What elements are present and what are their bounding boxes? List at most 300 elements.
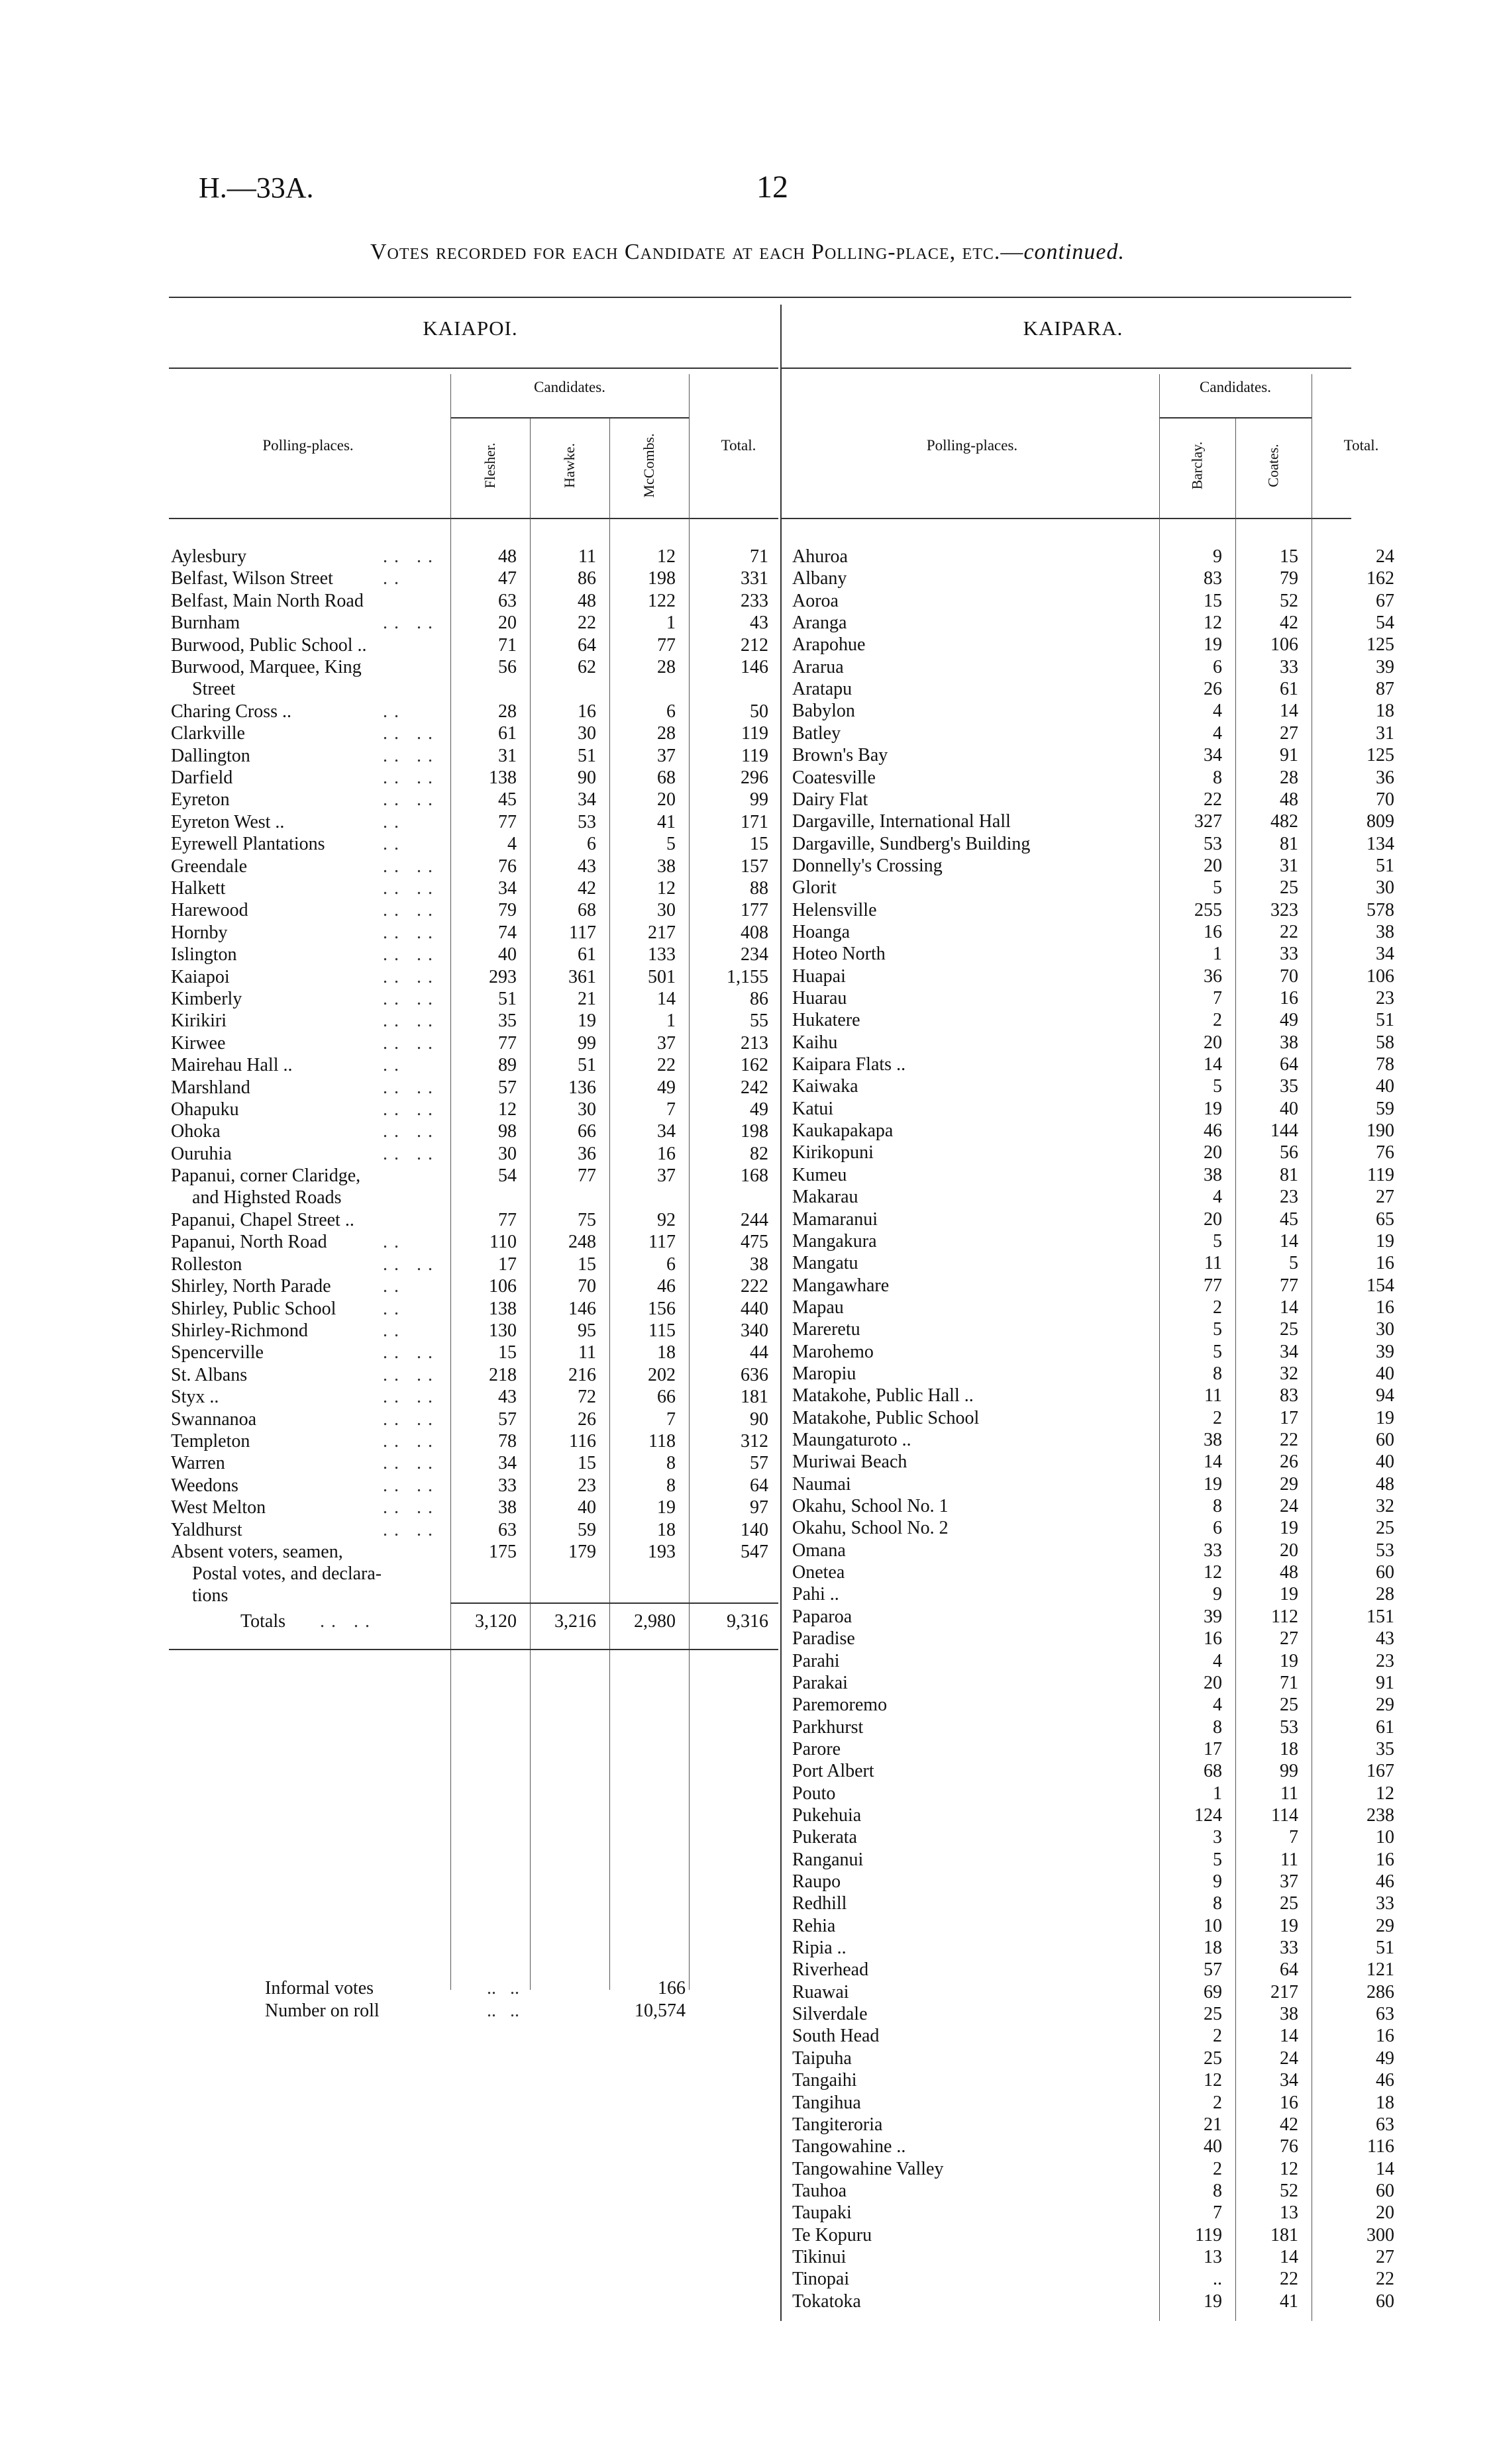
candidate-votes: 6 — [666, 1254, 676, 1275]
candidate-votes: 15 — [578, 1254, 596, 1275]
kaipara-row — [792, 2114, 1402, 2136]
row-total: 78 — [1376, 1054, 1394, 1075]
candidate-votes: 68 — [1204, 1761, 1222, 1782]
candidate-votes: 42 — [1280, 2114, 1298, 2135]
polling-place-name: Ahuroa — [792, 546, 848, 567]
kaipara-row — [792, 1341, 1402, 1363]
row-total: 168 — [741, 1165, 768, 1187]
kaiapoi-row — [171, 656, 780, 678]
candidate-votes: 28 — [657, 723, 676, 744]
kaiapoi-row — [171, 612, 780, 634]
row-total: 97 — [750, 1497, 768, 1518]
candidate-votes: 51 — [498, 989, 517, 1009]
candidate-votes: 38 — [498, 1497, 517, 1518]
candidate-votes: 19 — [1280, 1650, 1298, 1671]
candidate-votes: 4 — [1213, 1650, 1222, 1671]
polling-place-name-cont: and Highsted Roads — [192, 1187, 342, 1208]
candidate-votes: 7 — [666, 1099, 676, 1120]
polling-place-name: Port Albert — [792, 1761, 874, 1782]
row-total: 1,155 — [727, 966, 768, 987]
candidate-votes: 144 — [1270, 1120, 1298, 1142]
row-total: 233 — [741, 590, 768, 611]
row-total: 140 — [741, 1519, 768, 1540]
row-total: 809 — [1366, 811, 1394, 832]
candidate-votes: 9 — [1213, 1871, 1222, 1892]
polling-place-name: Ararua — [792, 656, 844, 677]
candidate-votes: 323 — [1270, 899, 1298, 920]
polling-place-name: Tangowahine .. — [792, 2136, 906, 2157]
candidate-votes: 110 — [490, 1232, 517, 1253]
candidate-votes: 56 — [1280, 1142, 1298, 1163]
kaiapoi-row — [171, 1032, 780, 1054]
leader-dots: .. .. — [383, 856, 439, 877]
candidate-votes: 12 — [657, 878, 676, 899]
kaipara-row — [792, 2136, 1402, 2157]
candidate-votes: 90 — [578, 767, 596, 788]
kaipara-row — [792, 2069, 1402, 2091]
polling-place-name: Tinopai — [792, 2269, 850, 2290]
candidate-votes: 68 — [578, 900, 596, 921]
candidate-votes: 11 — [578, 1342, 596, 1363]
row-total: 53 — [1376, 1540, 1394, 1561]
candidate-votes: 36 — [1204, 965, 1222, 987]
row-total: 475 — [741, 1232, 768, 1253]
polling-place-name: Eyreton West .. — [171, 811, 285, 832]
polling-place-name: Weedons — [171, 1475, 238, 1496]
candidate-votes: 12 — [1280, 2158, 1298, 2179]
kaipara-row — [792, 1628, 1402, 1650]
row-total: 51 — [1376, 855, 1394, 876]
candidate-votes: 83 — [1204, 568, 1222, 589]
polling-place-name: Mangakura — [792, 1230, 877, 1252]
polling-place-name: Tikinui — [792, 2246, 847, 2267]
candidate-votes: 31 — [1280, 855, 1298, 876]
candidate-votes: 38 — [1280, 2004, 1298, 2025]
row-total: 125 — [1366, 745, 1394, 766]
candidate-votes: 31 — [498, 745, 517, 766]
candidate-votes: 89 — [498, 1055, 517, 1076]
candidate-votes: 255 — [1194, 899, 1222, 920]
total-value: 9,316 — [727, 1611, 768, 1632]
candidate-votes: 501 — [648, 966, 676, 987]
kaiapoi-row — [171, 1209, 780, 1231]
candidate-votes: 37 — [657, 745, 676, 766]
row-total: 30 — [1376, 877, 1394, 899]
candidate-votes: 49 — [657, 1077, 676, 1098]
kaipara-row — [792, 1517, 1402, 1539]
kaiapoi-row — [171, 1165, 780, 1187]
candidate-votes: 11 — [1204, 1385, 1222, 1406]
candidate-votes: 16 — [1204, 1628, 1222, 1650]
kaipara-row — [792, 2003, 1402, 2025]
kaipara-row — [792, 700, 1402, 722]
candidate-votes: 24 — [1280, 1496, 1298, 1517]
kaipara-row — [792, 567, 1402, 589]
row-total: 40 — [1376, 1076, 1394, 1097]
kaiapoi-row — [171, 546, 780, 567]
kaiapoi-row — [171, 1275, 780, 1297]
candidate-votes: 77 — [498, 1032, 517, 1054]
leader-dots: .. .. — [383, 1475, 439, 1496]
candidate-votes: 2 — [1213, 1010, 1222, 1031]
row-total: 82 — [750, 1143, 768, 1164]
kaipara-row — [792, 1318, 1402, 1340]
candidate-votes: 15 — [1204, 590, 1222, 611]
kaiapoi-row — [171, 944, 780, 965]
kaipara-row — [792, 987, 1402, 1009]
candidate-votes: 9 — [1213, 546, 1222, 567]
polling-place-name: Donnelly's Crossing — [792, 855, 943, 876]
candidate-votes: 21 — [1204, 2114, 1222, 2135]
candidate-votes: 7 — [1289, 1827, 1298, 1848]
row-total: 125 — [1366, 634, 1394, 656]
row-total: 94 — [1376, 1385, 1394, 1406]
candidate-votes: 202 — [648, 1364, 676, 1385]
candidate-votes: 56 — [498, 657, 517, 677]
candidate-votes: 76 — [498, 856, 517, 877]
leader-dots: .. .. — [383, 1408, 439, 1430]
kaipara-row — [792, 1075, 1402, 1097]
kaipara-row — [792, 1451, 1402, 1473]
polling-place-name-cont: Street — [192, 679, 236, 699]
polling-place-name: Mangatu — [792, 1253, 858, 1274]
row-total: 60 — [1376, 1562, 1394, 1583]
candidate-votes: 17 — [1204, 1738, 1222, 1759]
candidate-votes: 193 — [648, 1542, 676, 1562]
candidate-votes: 20 — [498, 613, 517, 634]
candidate-votes: 53 — [1280, 1716, 1298, 1738]
polling-place-name: Shirley, North Parade — [171, 1276, 331, 1297]
candidate-votes: 77 — [1280, 1275, 1298, 1296]
candidate-votes: 106 — [1270, 634, 1298, 656]
kaipara-row — [792, 634, 1402, 656]
kaiapoi-totals-row — [171, 1610, 780, 1632]
row-total: 154 — [1366, 1275, 1394, 1296]
polling-place-name: Burwood, Marquee, King — [171, 657, 362, 677]
polling-place-name: Paremoremo — [792, 1695, 888, 1716]
candidate-votes: 81 — [1280, 833, 1298, 854]
candidate-votes: 20 — [1280, 1540, 1298, 1561]
polling-place-name: Glorit — [792, 877, 837, 899]
leader-dots: .. .. — [383, 1453, 439, 1474]
candidate-votes: 11 — [1280, 1783, 1298, 1804]
candidate-votes: 19 — [1280, 1584, 1298, 1605]
candidate-votes: 14 — [1280, 1297, 1298, 1318]
kaiapoi-row — [171, 1342, 780, 1363]
kaiapoi-row — [171, 1541, 780, 1563]
kaiapoi-candidate-1: Flesher. — [482, 442, 498, 489]
row-total: 32 — [1376, 1496, 1394, 1517]
row-total: 51 — [1376, 1010, 1394, 1031]
row-total: 177 — [741, 900, 768, 921]
polling-place-name: Kaukapakapa — [792, 1120, 894, 1142]
polling-place-name: Matakohe, Public School — [792, 1407, 980, 1428]
row-total: 312 — [741, 1431, 768, 1452]
candidate-votes: 33 — [1280, 1938, 1298, 1959]
polling-place-name: Swannanoa — [171, 1408, 257, 1430]
row-total: 16 — [1376, 1253, 1394, 1274]
polling-place-name: Kaihu — [792, 1032, 838, 1053]
kaipara-row — [792, 2047, 1402, 2069]
kaipara-row — [792, 1672, 1402, 1694]
kaipara-row — [792, 722, 1402, 744]
candidate-votes: 130 — [489, 1320, 517, 1341]
polling-place-name: Mairehau Hall .. — [171, 1055, 293, 1076]
candidate-votes: 25 — [1280, 1695, 1298, 1716]
kaipara-row — [792, 2291, 1402, 2312]
kaiapoi-row — [171, 1320, 780, 1342]
row-total: 38 — [750, 1254, 768, 1275]
candidate-votes: 42 — [578, 878, 596, 899]
candidate-votes: 75 — [578, 1210, 596, 1230]
leader-dots: .. .. — [383, 613, 439, 634]
leader-dots: .. .. — [383, 989, 439, 1009]
candidate-votes: 99 — [1280, 1761, 1298, 1782]
candidate-votes: 28 — [1280, 767, 1298, 788]
candidate-votes: 79 — [498, 900, 517, 921]
kaipara-row — [792, 1230, 1402, 1252]
candidate-votes: 74 — [498, 922, 517, 943]
candidate-votes: 72 — [578, 1387, 596, 1408]
row-total: 63 — [1376, 2004, 1394, 2025]
leader-dots: .. — [383, 1232, 405, 1253]
candidate-votes: 40 — [578, 1497, 596, 1518]
polling-place-name: Redhill — [792, 1893, 847, 1914]
candidate-votes: 25 — [1280, 877, 1298, 899]
row-total: 14 — [1376, 2158, 1394, 2179]
kaiapoi-total-header: Total. — [721, 437, 756, 454]
candidate-votes: 19 — [578, 1010, 596, 1032]
row-total: 222 — [741, 1276, 768, 1297]
candidate-votes: 29 — [1280, 1473, 1298, 1495]
kaiapoi-row — [171, 1254, 780, 1275]
row-total: 119 — [741, 723, 768, 744]
candidate-votes: 14 — [1204, 1452, 1222, 1473]
polling-place-name: Kirikiri — [171, 1010, 227, 1032]
row-total: 190 — [1366, 1120, 1394, 1142]
candidate-votes: 7 — [666, 1408, 676, 1430]
leader-dots: .. .. — [383, 1519, 439, 1540]
row-total: 28 — [1376, 1584, 1394, 1605]
candidate-votes: 5 — [1213, 877, 1222, 899]
candidate-votes: 10 — [1204, 1915, 1222, 1936]
polling-place-name: Hoteo North — [792, 944, 886, 965]
candidate-votes: 30 — [498, 1143, 517, 1164]
row-total: 23 — [1376, 988, 1394, 1009]
row-total: 119 — [741, 745, 768, 766]
polling-place-name: Shirley-Richmond — [171, 1320, 308, 1341]
candidate-votes: 2 — [1213, 2092, 1222, 2113]
row-total: 91 — [1376, 1672, 1394, 1693]
candidate-votes: 37 — [1280, 1871, 1298, 1892]
candidate-votes: 52 — [1280, 590, 1298, 611]
candidate-votes: 6 — [587, 834, 596, 855]
candidate-votes: 40 — [498, 944, 517, 965]
candidate-votes: .. — [1213, 2269, 1222, 2290]
candidate-votes: 26 — [578, 1408, 596, 1430]
kaiapoi-row — [171, 833, 780, 855]
candidate-votes: 92 — [657, 1210, 676, 1230]
candidate-votes: 64 — [578, 634, 596, 656]
polling-place-name: Ripia .. — [792, 1938, 847, 1959]
leader-dots: .. .. — [383, 1099, 439, 1120]
kaiapoi-row — [171, 1077, 780, 1099]
row-total: 440 — [741, 1298, 768, 1319]
row-total: 213 — [741, 1032, 768, 1054]
polling-place-name-cont: tions — [192, 1585, 229, 1606]
candidate-votes: 71 — [1280, 1672, 1298, 1693]
row-total: 134 — [1366, 833, 1394, 854]
polling-place-name: Onetea — [792, 1562, 845, 1583]
kaipara-row — [792, 1142, 1402, 1163]
candidate-votes: 35 — [1280, 1076, 1298, 1097]
candidate-votes: 48 — [1280, 789, 1298, 810]
candidate-votes: 30 — [578, 723, 596, 744]
row-total: 87 — [1376, 679, 1394, 700]
candidate-votes: 41 — [1280, 2291, 1298, 2312]
leader-dots: .. .. — [383, 1032, 439, 1054]
polling-place-name: Halkett — [171, 878, 226, 899]
polling-place-name: Dargaville, International Hall — [792, 811, 1011, 832]
polling-place-name: Pukehuia — [792, 1804, 862, 1826]
polling-place-name: Makarau — [792, 1187, 858, 1208]
polling-place-name: Pahi .. — [792, 1584, 839, 1605]
leader-dots: .. — [383, 1055, 405, 1076]
polling-place-name: Taupaki — [792, 2202, 852, 2224]
row-total: 57 — [750, 1453, 768, 1474]
row-total: 234 — [741, 944, 768, 965]
polling-place-name: Absent voters, seamen, — [171, 1542, 343, 1562]
candidate-votes: 38 — [1204, 1430, 1222, 1450]
candidate-votes: 11 — [1204, 1253, 1222, 1274]
polling-place-name: Marohemo — [792, 1341, 874, 1362]
polling-place-name: Mamaranui — [792, 1208, 878, 1230]
candidate-votes: 38 — [1204, 1164, 1222, 1185]
kaipara-row — [792, 1583, 1402, 1605]
candidate-votes: 198 — [648, 568, 676, 589]
polling-place-name: Aoroa — [792, 590, 839, 611]
candidate-votes: 81 — [1280, 1164, 1298, 1185]
candidate-votes: 12 — [657, 546, 676, 567]
candidate-votes: 77 — [1204, 1275, 1222, 1296]
polling-place-name: Eyreton — [171, 789, 230, 811]
polling-place-name: Kumeu — [792, 1164, 847, 1185]
kaipara-header-bottom — [782, 518, 1351, 519]
candidate-votes: 22 — [1204, 789, 1222, 810]
kaipara-row — [792, 1186, 1402, 1208]
kaipara-row — [792, 855, 1402, 877]
candidate-votes: 70 — [1280, 965, 1298, 987]
kaiapoi-row — [171, 856, 780, 877]
candidate-votes: 76 — [1280, 2136, 1298, 2157]
kaiapoi-polling-header: Polling-places. — [262, 437, 354, 454]
candidate-votes: 57 — [1204, 1959, 1222, 1981]
kaipara-row — [792, 789, 1402, 811]
polling-place-name: Aylesbury — [171, 546, 247, 567]
kaipara-row — [792, 678, 1402, 700]
candidate-votes: 119 — [1195, 2224, 1222, 2245]
candidate-votes: 5 — [1213, 1230, 1222, 1252]
candidate-votes: 181 — [1270, 2224, 1298, 2245]
row-total: 30 — [1376, 1319, 1394, 1340]
candidate-votes: 327 — [1194, 811, 1222, 832]
candidate-votes: 18 — [657, 1519, 676, 1540]
document-reference: H.—33A. — [199, 172, 314, 204]
candidate-votes: 77 — [578, 1165, 596, 1187]
kaipara-row — [792, 1054, 1402, 1075]
polling-place-name: Raupo — [792, 1871, 841, 1892]
polling-place-name: Eyrewell Plantations — [171, 834, 325, 855]
kaipara-row — [792, 744, 1402, 766]
polling-place-name: Aranga — [792, 613, 847, 634]
row-total: 27 — [1376, 2246, 1394, 2267]
candidate-votes: 52 — [1280, 2180, 1298, 2201]
polling-place-name: Harewood — [171, 900, 248, 921]
polling-place-name: Kimberly — [171, 989, 242, 1009]
roll-dots: .. .. — [487, 2000, 519, 2021]
polling-place-name: Pukerata — [792, 1827, 857, 1848]
row-total: 16 — [1376, 1849, 1394, 1870]
polling-place-name: Brown's Bay — [792, 745, 888, 766]
candidate-votes: 12 — [498, 1099, 517, 1120]
row-total: 65 — [1376, 1208, 1394, 1230]
candidate-votes: 8 — [666, 1453, 676, 1474]
polling-place-name: Huarau — [792, 988, 847, 1009]
leader-dots: .. — [383, 834, 405, 855]
kaipara-candidate-1: Barclay. — [1188, 441, 1206, 490]
kaipara-row — [792, 1937, 1402, 1959]
leader-dots: .. — [383, 1276, 405, 1297]
polling-place-name: Islington — [171, 944, 237, 965]
candidate-votes: 36 — [578, 1143, 596, 1164]
polling-place-name: Albany — [792, 568, 847, 589]
candidate-votes: 156 — [648, 1298, 676, 1319]
row-total: 10 — [1376, 1827, 1394, 1848]
polling-place-name: Yaldhurst — [171, 1519, 242, 1540]
kaipara-polling-header: Polling-places. — [926, 437, 1018, 454]
kaipara-title: KAIPARA. — [1023, 317, 1123, 340]
kaipara-candidates-header: Candidates. — [1200, 379, 1271, 395]
row-total: 146 — [741, 657, 768, 677]
kaipara-row — [792, 1783, 1402, 1804]
candidate-votes: 34 — [498, 1453, 517, 1474]
candidate-votes: 86 — [578, 568, 596, 589]
kaipara-row — [792, 1959, 1402, 1981]
candidate-votes: 16 — [1280, 988, 1298, 1009]
candidate-votes: 13 — [1204, 2246, 1222, 2267]
leader-dots: .. — [383, 1298, 405, 1319]
candidate-votes: 15 — [498, 1342, 517, 1363]
candidate-votes: 4 — [1213, 722, 1222, 744]
leader-dots: .. .. — [383, 900, 439, 921]
polling-place-name: Okahu, School No. 2 — [792, 1518, 949, 1539]
polling-place-name: Kaiapoi — [171, 966, 230, 987]
kaiapoi-row — [171, 1519, 780, 1541]
kaipara-total-header: Total. — [1343, 437, 1379, 454]
kaipara-row — [792, 767, 1402, 789]
row-total: 34 — [1376, 944, 1394, 965]
candidate-votes: 1 — [1213, 944, 1222, 965]
row-total: 63 — [1376, 2114, 1394, 2135]
candidate-votes: 32 — [1280, 1363, 1298, 1384]
row-total: 121 — [1366, 1959, 1394, 1981]
candidate-votes: 4 — [1213, 1187, 1222, 1208]
leader-dots: .. .. — [383, 1342, 439, 1363]
title-continued: continued. — [1023, 240, 1125, 264]
candidate-votes: 53 — [578, 811, 596, 832]
candidate-votes: 5 — [1213, 1849, 1222, 1870]
kaiapoi-row — [171, 966, 780, 988]
